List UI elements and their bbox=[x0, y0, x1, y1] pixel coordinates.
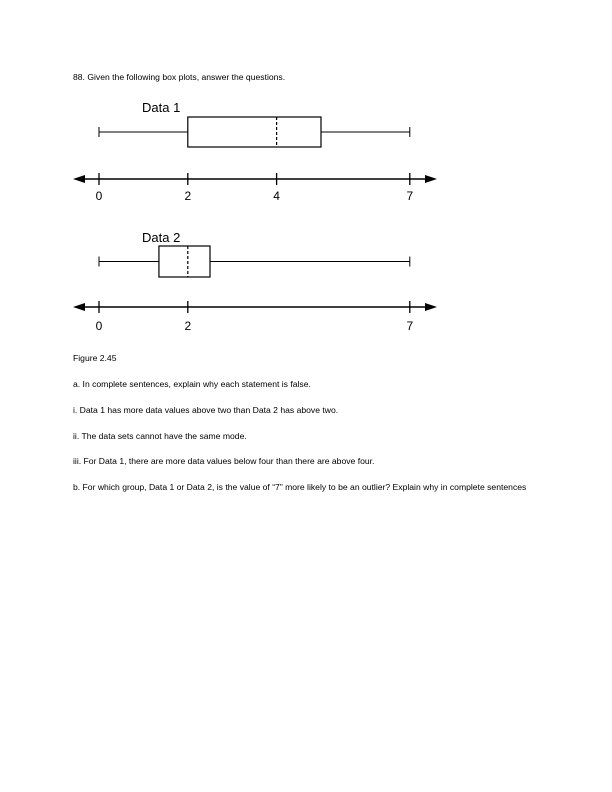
tick-label-0-data-2: 0 bbox=[95, 319, 103, 333]
box-data-2 bbox=[159, 246, 210, 277]
axis-arrow-right-data-2 bbox=[425, 303, 437, 311]
box-data-1 bbox=[188, 117, 321, 147]
question-text: 88. Given the following box plots, answer the questions. bbox=[73, 72, 286, 82]
statement-iii: iii. For Data 1, there are more data values below four than there are above four. bbox=[73, 456, 375, 466]
chart-title-data-2: Data 2 bbox=[142, 230, 181, 245]
axis-arrow-right-data-1 bbox=[425, 175, 437, 183]
statement-i: i. Data 1 has more data values above two than Data 2 has above two. bbox=[73, 405, 339, 415]
figure-caption: Figure 2.45 bbox=[73, 353, 117, 363]
box-plot-data-1 bbox=[73, 100, 437, 203]
axis-arrow-left-data-2 bbox=[73, 303, 85, 311]
box-plot-data-2 bbox=[73, 230, 437, 333]
tick-label-2-data-2: 2 bbox=[184, 319, 192, 333]
tick-label-4-data-1: 4 bbox=[273, 189, 280, 203]
box-plots-figure bbox=[0, 0, 612, 345]
axis-arrow-left-data-1 bbox=[73, 175, 85, 183]
tick-label-7-data-2: 7 bbox=[406, 319, 414, 333]
part-a-text: a. In complete sentences, explain why each statement is false. bbox=[73, 379, 311, 389]
part-b-text: b. For which group, Data 1 or Data 2, is the value of “7” more likely to be an outlier? Explain why in complete sentences bbox=[73, 482, 527, 492]
chart-title-data-1: Data 1 bbox=[142, 100, 181, 115]
tick-label-0-data-1: 0 bbox=[95, 189, 103, 203]
statement-ii: ii. The data sets cannot have the same mode. bbox=[73, 431, 247, 441]
tick-label-2-data-1: 2 bbox=[184, 189, 192, 203]
tick-label-7-data-1: 7 bbox=[406, 189, 414, 203]
